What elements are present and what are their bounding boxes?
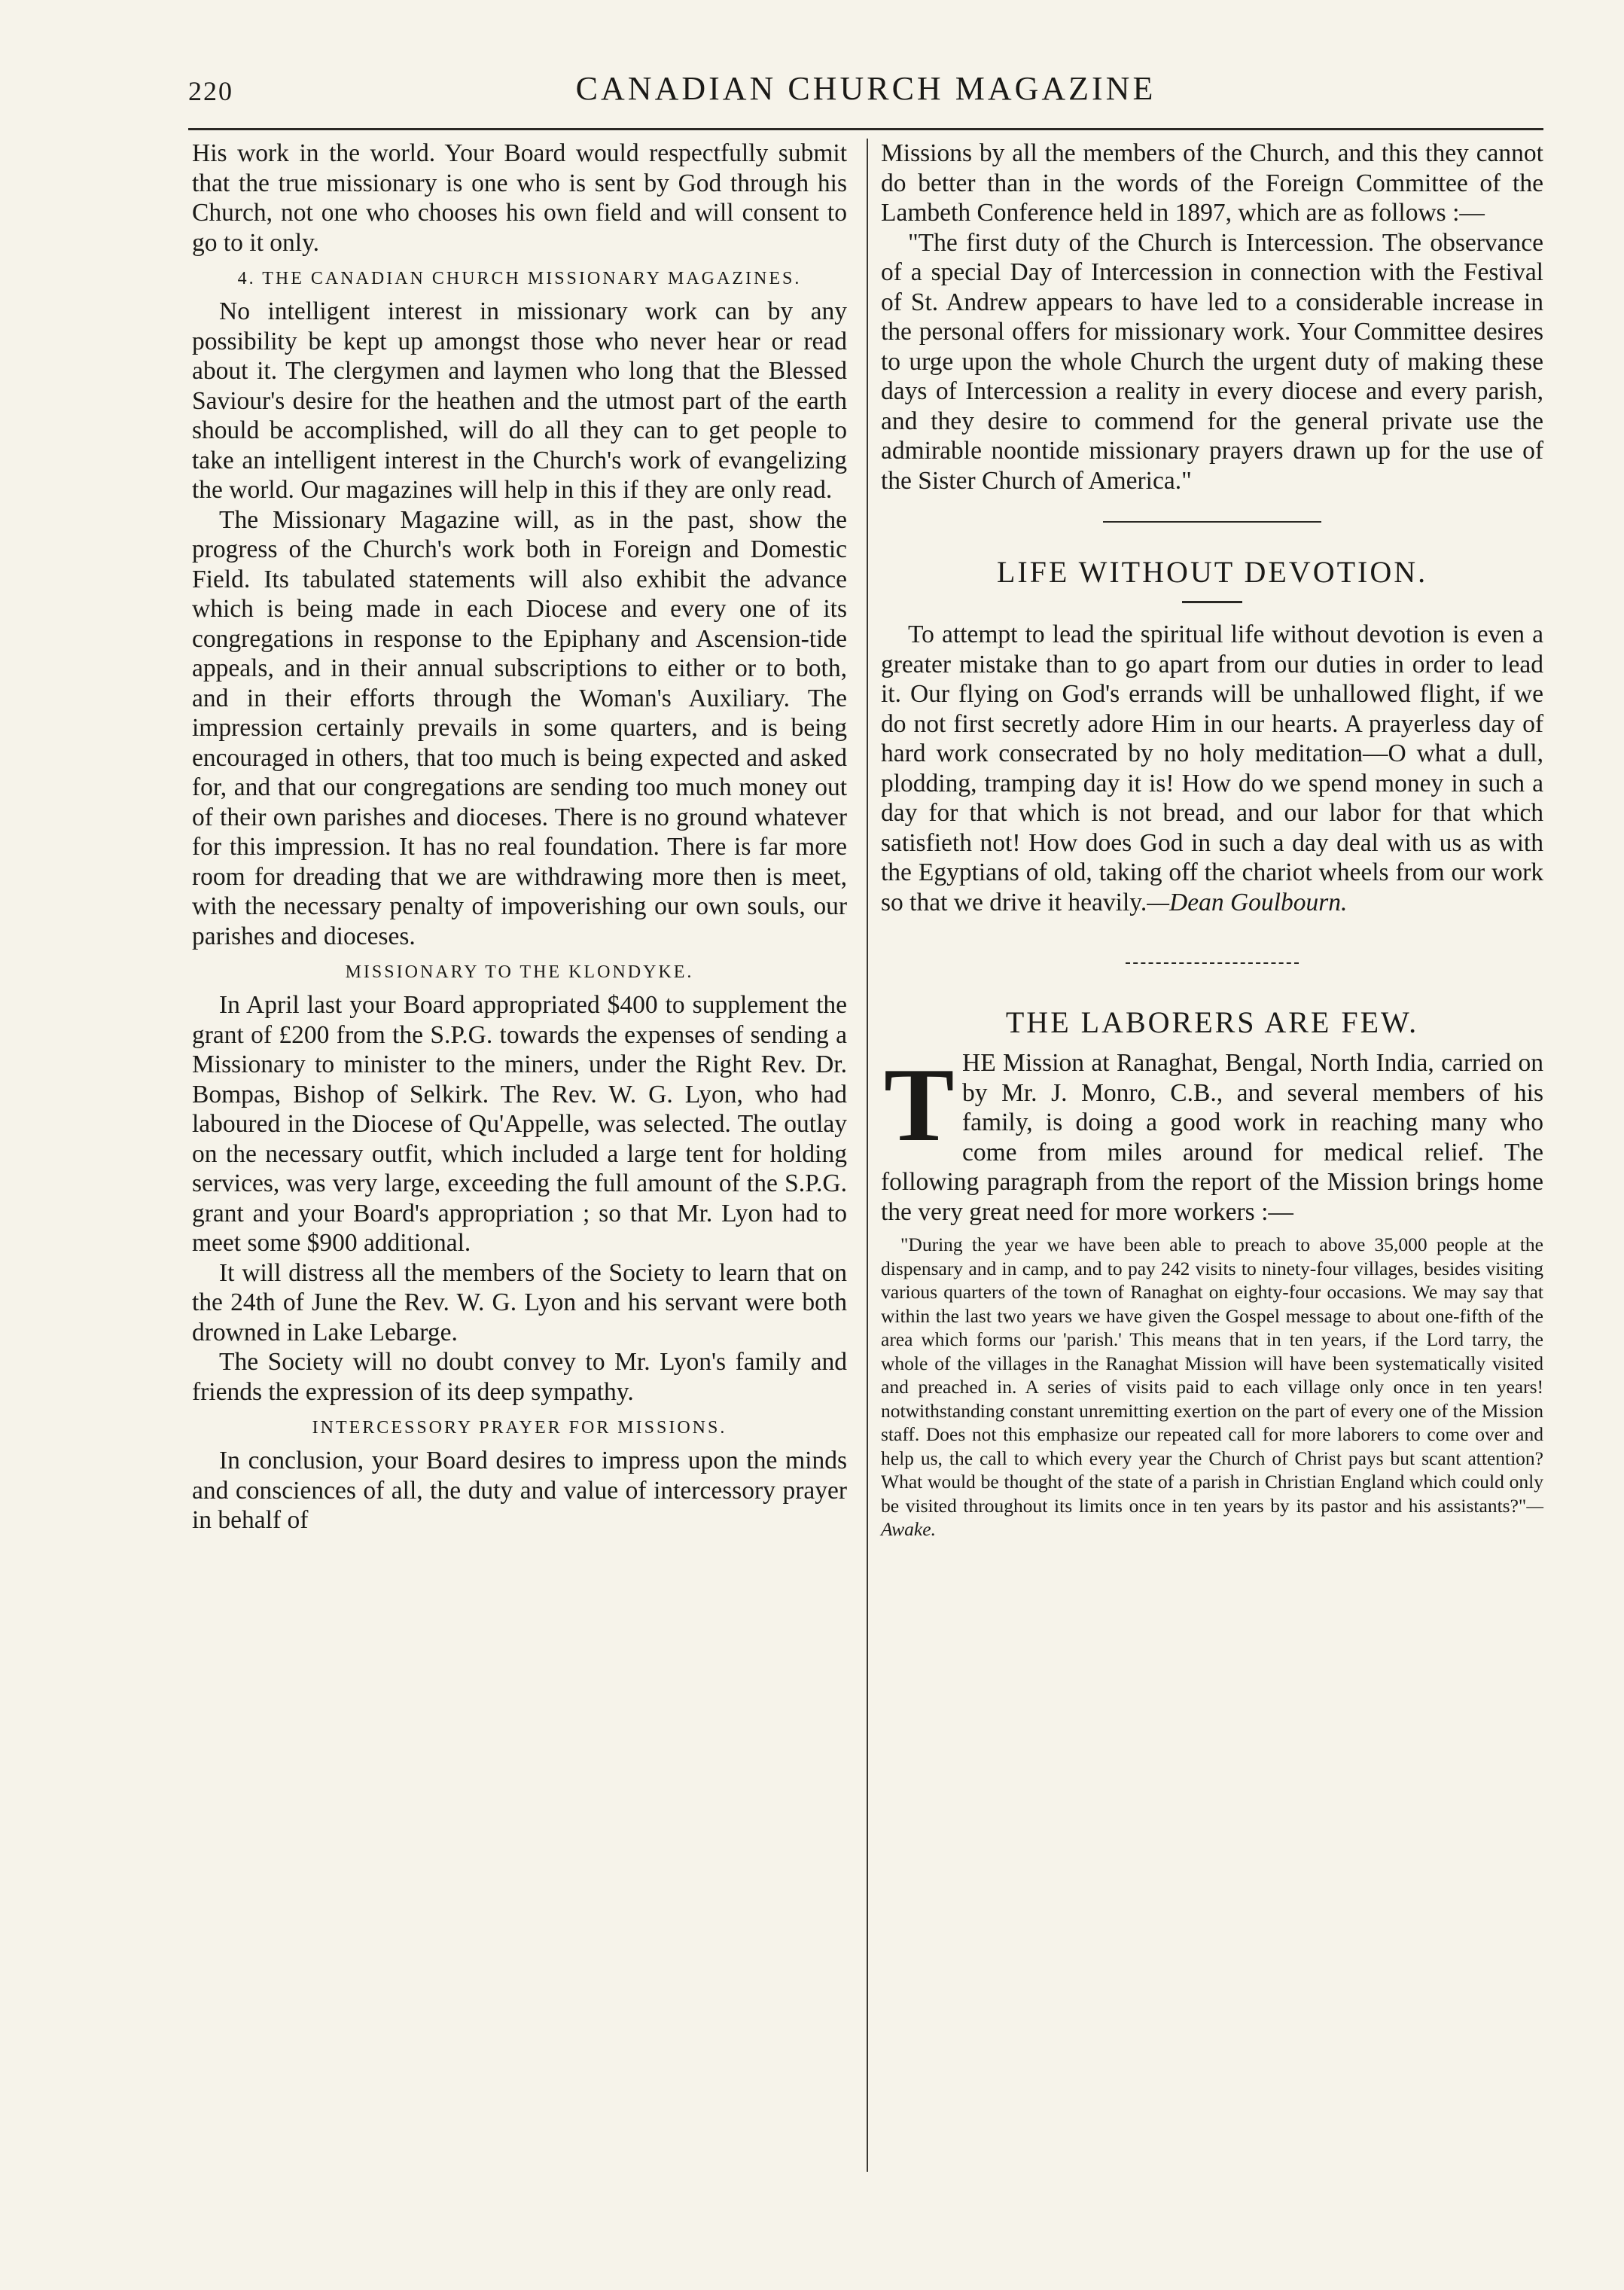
- page-number: 220: [188, 76, 233, 106]
- laborers-intro: [881, 1048, 1543, 1227]
- drop-cap: T: [884, 1047, 955, 1163]
- left-paragraph-2: No intelligent interest in missionary work can by any possibility be kept up amongst those who never hear or read about it. The clergymen and laymen who long that the Blessed Saviour's desire for the heathen and the utmost part of the earth should be accomplished, will do all they can to get people to take an intelligent interest in the Church's work of evangelizing the world. Our magazines will help in this if they are only read.: [192, 297, 847, 504]
- subheading-klondyke: MISSIONARY TO THE KLONDYKE.: [345, 962, 694, 982]
- right-paragraph-4: HE Mission at Ranaghat, Bengal, North India, carried on by Mr. J. Monro, C.B., and several members of his family, is doing a good work in reaching many who come from miles around for medical relief. The following paragraph from the report of the Mission brings home the very great need for more workers :—: [881, 1049, 1543, 1226]
- left-column: [192, 139, 847, 1535]
- right-paragraph-2: "The first duty of the Church is Intercession. The observance of a special Day of Intercession in connection with the Festival of St. Andrew appears to have led to a considerable increase in the personal offers for missionary work. Your Committee desires to urge upon the whole Church the urgent duty of making these days of Intercession a reality in every diocese and every parish, and they desire to commend for the general private use the admirable noontide missionary prayers drawn up for the use of the Sister Church of America.": [881, 228, 1543, 495]
- section-title-laborers-are-few: THE LABORERS ARE FEW.: [1005, 1005, 1419, 1039]
- devotion-attribution: —Dean Goulbourn.: [1147, 888, 1348, 916]
- right-column: [881, 139, 1543, 1541]
- title-underline: [1182, 601, 1242, 603]
- magazine-title: CANADIAN CHURCH MAGAZINE: [575, 70, 1156, 107]
- left-paragraph-4: In April last your Board appropriated $400 to supplement the grant of £200 from the S.P.G. towards the expenses of sending a Missionary to minister to the miners, under the Right Rev. Dr. Bompas, Bishop of Selkirk. The Rev. W. G. Lyon, who had laboured in the Diocese of Qu'Appelle, was selected. The outlay on the necessary outfit, which included a large tent for holding services, was very large, exceeding the full amount of the S.P.G. grant and your Board's appropriation ; so that Mr. Lyon had to meet some $900 additional.: [192, 991, 847, 1257]
- ranaghat-quote: [881, 1233, 1543, 1541]
- subheading-intercessory: INTERCESSORY PRAYER FOR MISSIONS.: [312, 1418, 727, 1438]
- left-paragraph-7: In conclusion, your Board desires to impress upon the minds and consciences of all, the duty and value of intercessory prayer in behalf of: [192, 1447, 847, 1534]
- devotion-text: To attempt to lead the spiritual life without devotion is even a greater mistake than to go apart from our duties in order to lead it. Our flying on God's errands will be unhallowed flight, if we do not first secretly adore Him in our hearts. A prayerless day of hard work consecrated by no holy meditation—O what a dull, plodding, tramping day it is! How do we spend money in such a day for that which is not bread, and our labor for that which satisfieth not! How does God in such a day deal with us as with the Egyptians of old, taking off the chariot wheels from our work so that we drive it heavily.: [881, 621, 1543, 916]
- right-paragraph-3: [881, 620, 1543, 917]
- left-paragraph-6: The Society will no doubt convey to Mr. Lyon's family and friends the expression of its deep sympathy.: [192, 1348, 847, 1406]
- header-rule: [188, 128, 1543, 130]
- quote-text: "During the year we have been able to preach to above 35,000 people at the dispensary and in camp, and to pay 242 visits to ninety-four villages, besides visiting various quarters of the town of Ranaghat on eighty-four occasions. We may say that within the last two years we have given the Gospel message to about one-fifth of the area which forms our 'parish.' This means that in ten years, if the Lord tarry, the whole of the villages in the Ranaghat Mission will have been systematically visited and preached in. A series of visits paid to each village only once in ten years! notwithstanding constant unremitting exertion on the part of every one of the Mission staff. Does not this emphasize our repeated call for more laborers to come over and help us, the call to which every year the Church of Christ pays but scant attention? What would be thought of the state of a parish in Christian England which could only be visited throughout its limits once in ten years by its pastor and his assistants?": [881, 1233, 1543, 1517]
- page-header: [188, 69, 1543, 117]
- subheading-magazines: 4. THE CANADIAN CHURCH MISSIONARY MAGAZINES.: [237, 269, 802, 288]
- section-rule: [1103, 521, 1321, 523]
- left-paragraph-3: The Missionary Magazine will, as in the past, show the progress of the Church's work both in Foreign and Domestic Field. Its tabulated statements will also exhibit the advance which is being made in each Diocese and every one of its congregations in response to the Epiphany and Ascension-tide appeals, and in their annual subscriptions to either or to both, and in their efforts through the Woman's Auxiliary. The impression certainly prevails in some quarters, and is being encouraged in others, that too much is being expected and asked for, and that our congregations are sending too much money out of their own parishes and dioceses. There is no ground whatever for this impression. It has no real foundation. There is far more room for dreading that we are withdrawing more then is meet, with the necessary penalty of impoverishing our own souls, our parishes and dioceses.: [192, 505, 847, 950]
- left-paragraph-1: His work in the world. Your Board would respectfully submit that the true missionary is one who is sent by God through his Church, not one who chooses his own field and will consent to go to it only.: [192, 139, 847, 257]
- column-divider: [867, 139, 868, 2172]
- section-title-life-without-devotion: LIFE WITHOUT DEVOTION.: [996, 555, 1428, 589]
- quote-attribution: —Awake.: [881, 1494, 1543, 1540]
- left-paragraph-5: It will distress all the members of the Society to learn that on the 24th of June the Rev. W. G. Lyon and his servant were both drowned in Lake Lebarge.: [192, 1258, 847, 1346]
- section-rule-dotted: [1126, 962, 1299, 965]
- right-paragraph-1: Missions by all the members of the Church, and this they cannot do better than in the words of the Foreign Committee of the Lambeth Conference held in 1897, which are as follows :—: [881, 139, 1543, 227]
